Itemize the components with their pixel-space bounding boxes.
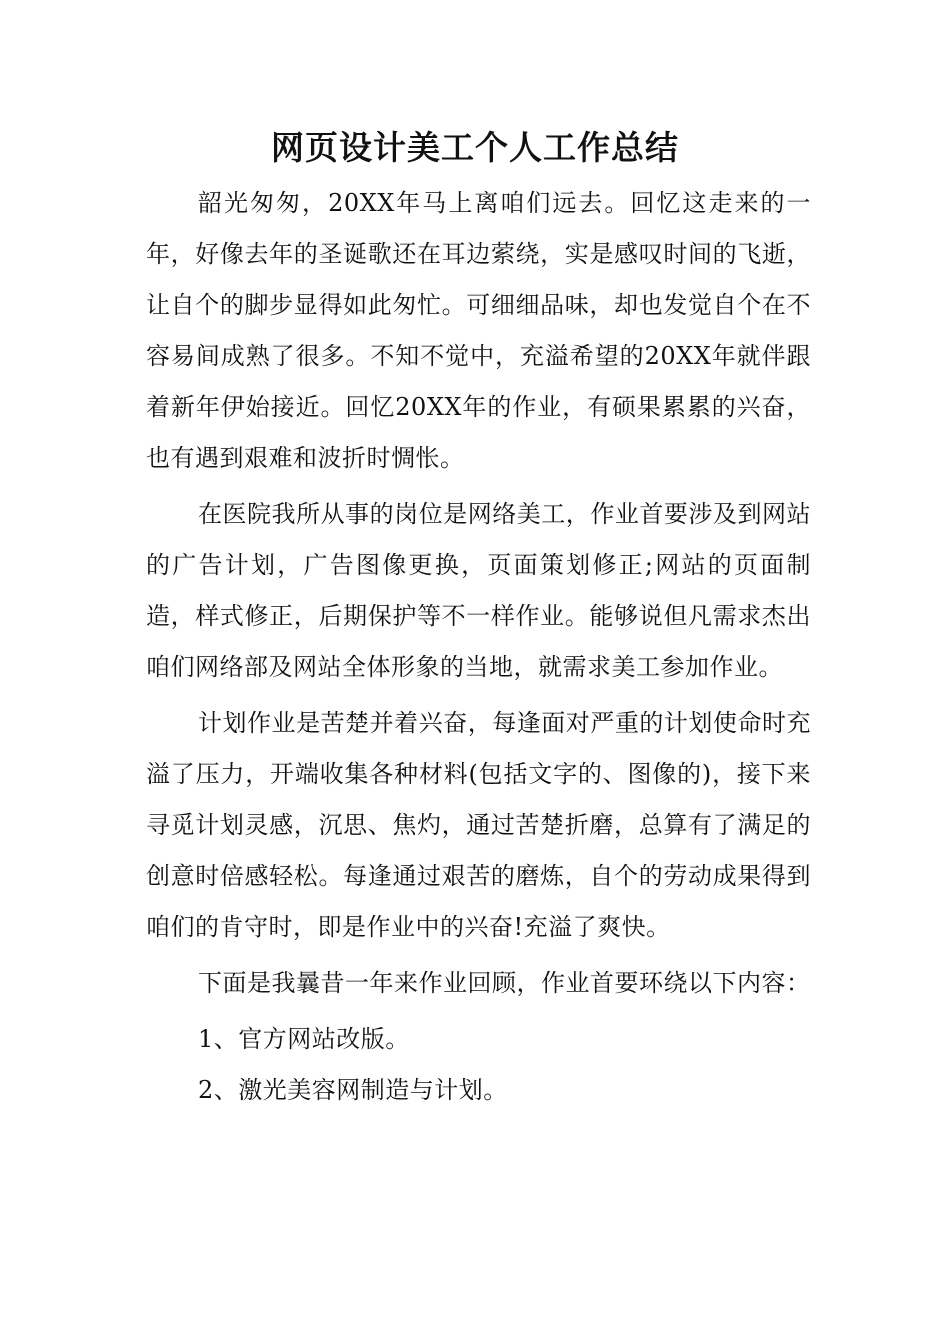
paragraph-review-intro: 下面是我曩昔一年来作业回顾，作业首要环绕以下内容： [198,969,811,997]
list-item: 2、激光美容网制造与计划。 [198,1076,508,1104]
paragraph-role: 在医院我所从事的岗位是网络美工，作业首要涉及到网站的广告计划，广告图像更换，页面策划修正;网站的页面制造，样式修正，后期保护等不一样作业。能够说但凡需求杰出咱们网络部及网站全体形象的当地，就需求美工参加作业。 [146,500,811,681]
paragraph-design-work: 计划作业是苦楚并着兴奋，每逢面对严重的计划使命时充溢了压力，开端收集各种材料(包括文字的、图像的)，接下来寻觅计划灵感，沉思、焦灼，通过苦楚折磨，总算有了满足的创意时倍感轻松。每逢通过艰苦的磨炼，自个的劳动成果得到咱们的肯守时，即是作业中的兴奋!充溢了爽快。 [146,709,811,941]
list-item: 1、官方网站改版。 [198,1025,410,1053]
paragraph-intro: 韶光匆匆，20XX年马上离咱们远去。回忆这走来的一年，好像去年的圣诞歌还在耳边萦绕，实是感叹时间的飞逝，让自个的脚步显得如此匆忙。可细细品味，却也发觉自个在不容易间成熟了很多。不知不觉中，充溢希望的20XX年就伴跟着新年伊始接近。回忆20XX年的作业，有硕果累累的兴奋，也有遇到艰难和波折时惆怅。 [146,189,811,472]
document-title: 网页设计美工个人工作总结 [271,128,679,167]
document-body [146,178,811,1116]
